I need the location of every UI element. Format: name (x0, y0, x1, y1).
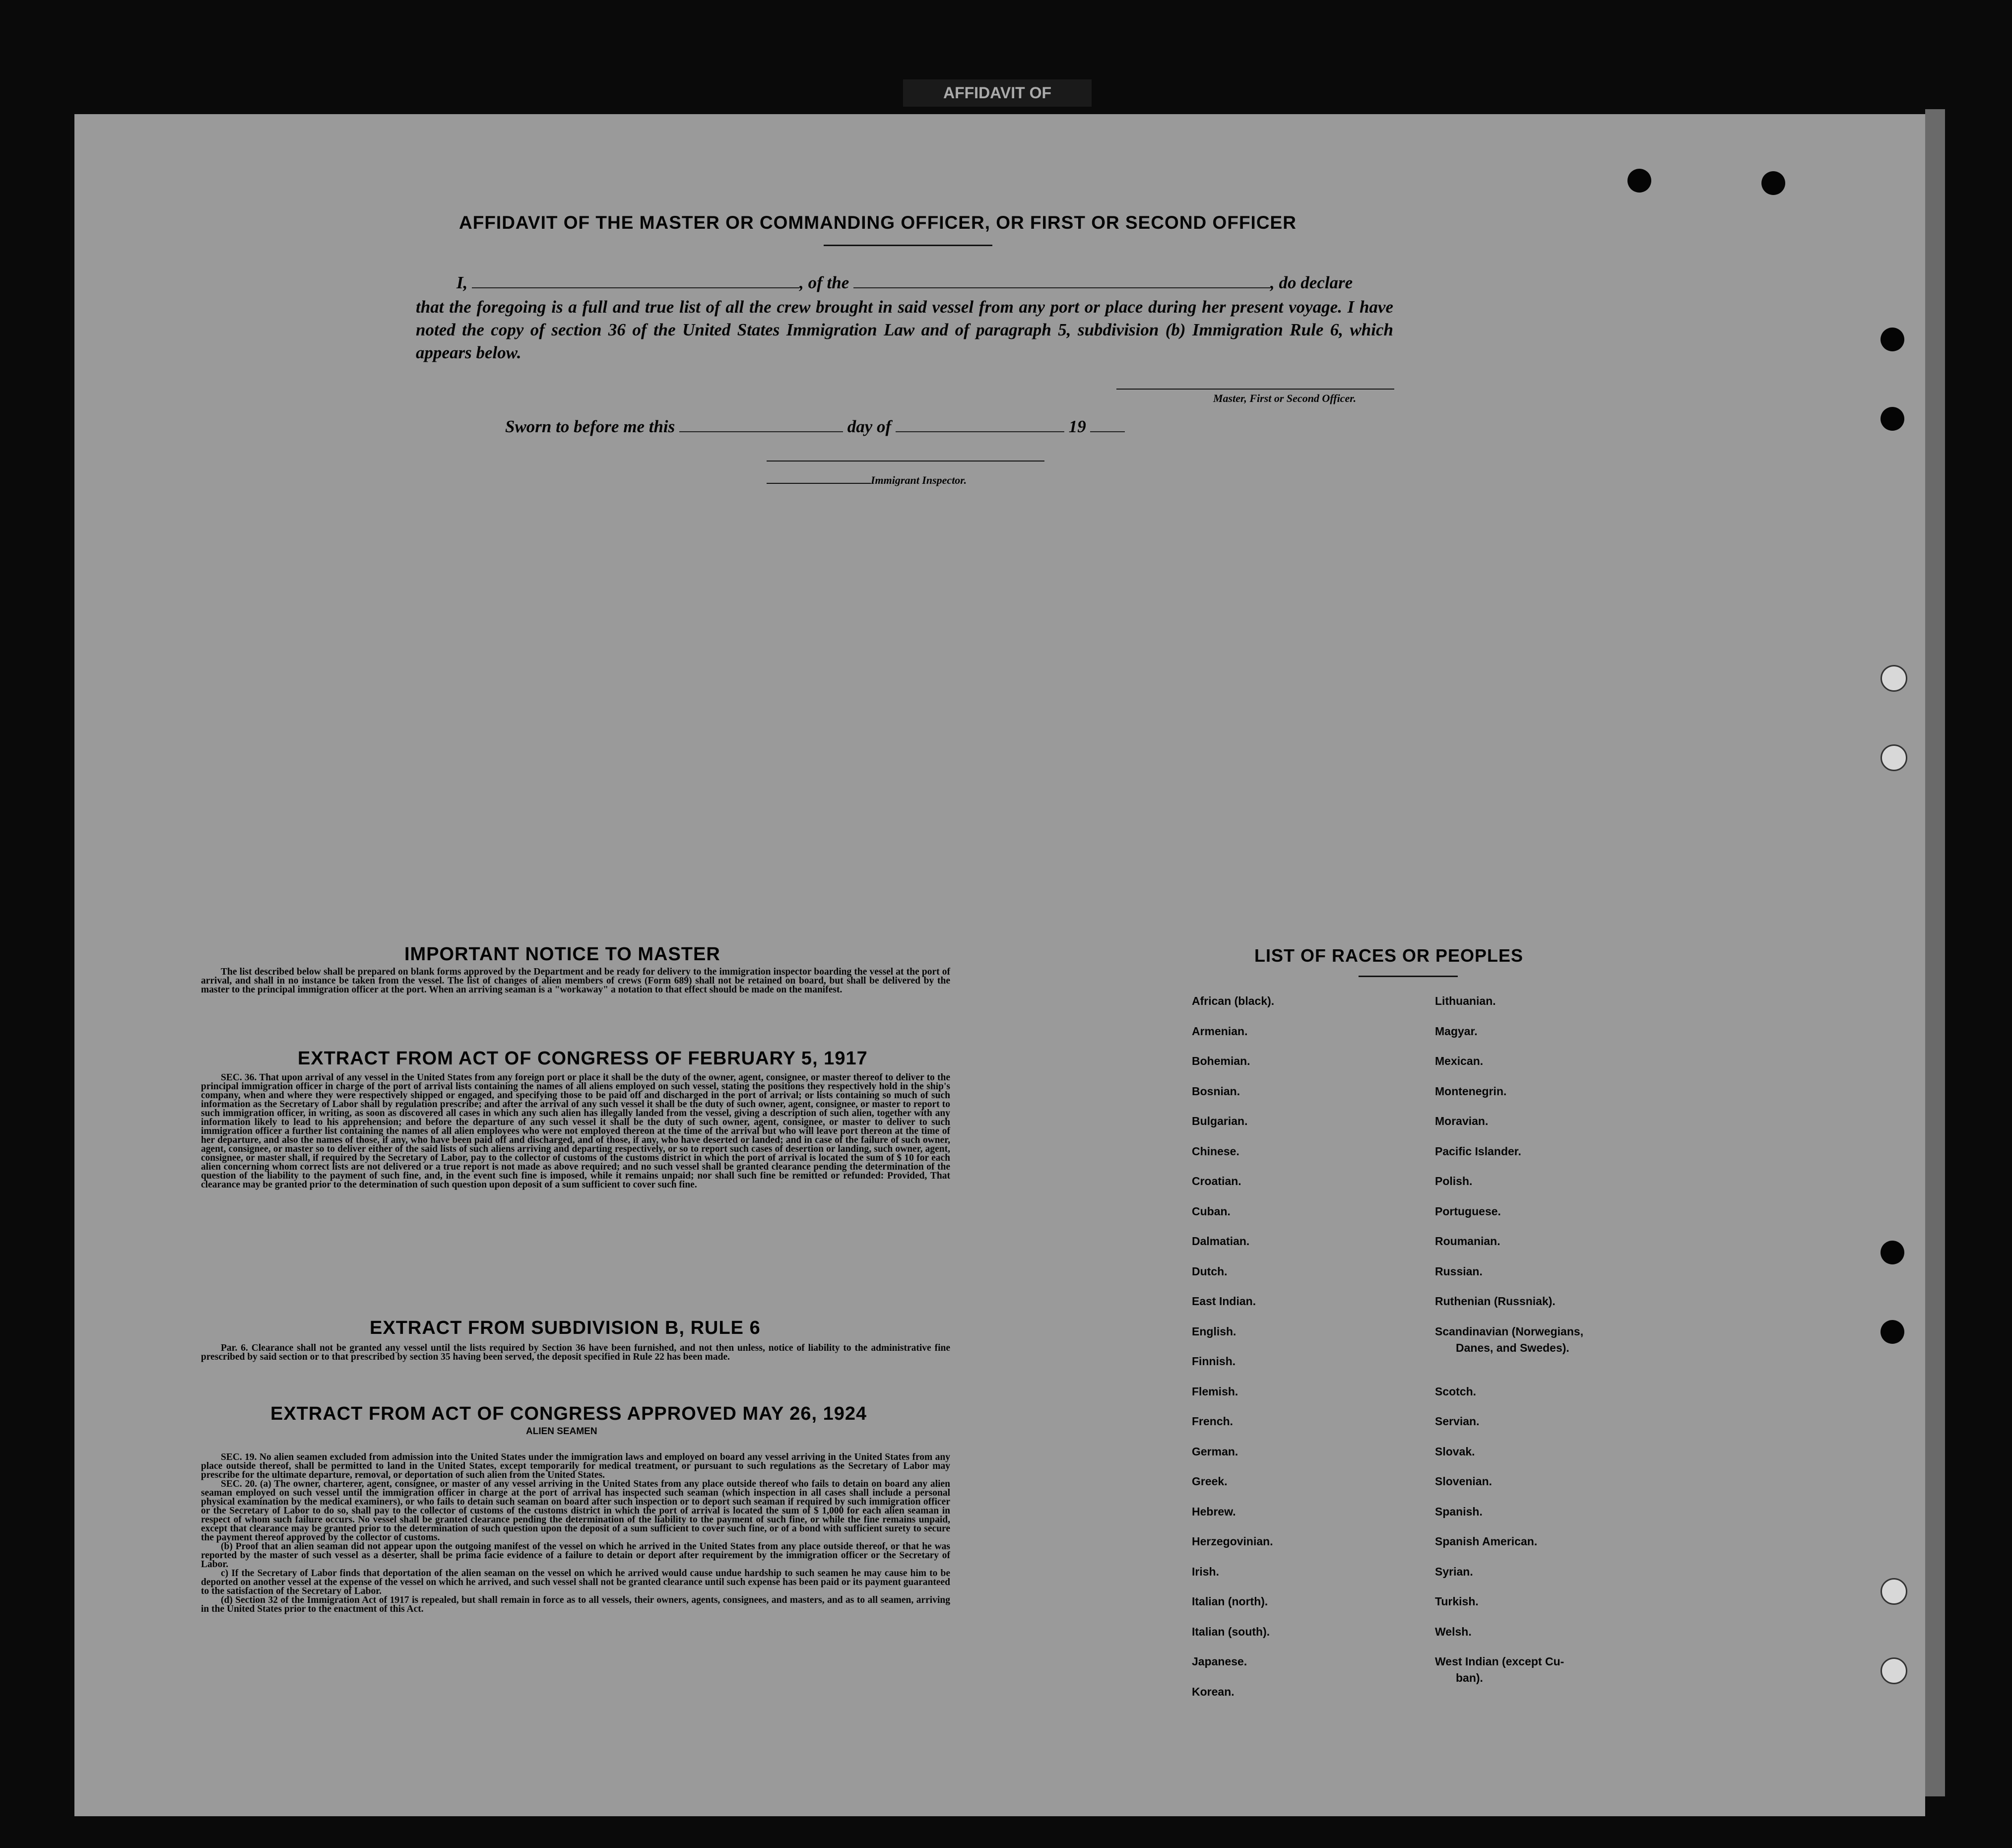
race-item: Chinese. (1192, 1144, 1239, 1158)
master-signature-caption: Master, First or Second Officer. (1213, 392, 1357, 404)
top-tab-label: AFFIDAVIT OF (903, 79, 1092, 107)
races-title: LIST OF RACES OR PEOPLES (1254, 945, 1524, 966)
notice-text (201, 968, 950, 994)
race-item: African (black). (1192, 994, 1275, 1007)
of-the-label: , of the (799, 273, 849, 292)
race-item: Servian. (1435, 1415, 1480, 1428)
race-item: Cuban. (1192, 1204, 1231, 1218)
race-item: Mexican. (1435, 1055, 1484, 1067)
race-item: Welsh. (1435, 1625, 1472, 1638)
year-prefix: 19 (1068, 417, 1086, 436)
sworn-line (505, 417, 1125, 437)
race-item: Russian. (1435, 1264, 1483, 1278)
rule6-text (201, 1344, 950, 1362)
punch-hole-icon (1881, 407, 1904, 431)
race-item: Spanish. (1435, 1505, 1483, 1518)
punch-hole-icon (1881, 1320, 1904, 1344)
race-item: West Indian (except Cu- (1435, 1655, 1564, 1668)
sworn-month-blank[interactable] (896, 431, 1064, 432)
declarant-prefix: I, (456, 273, 468, 292)
race-item: Syrian. (1435, 1565, 1473, 1578)
race-item: Bulgarian. (1192, 1115, 1248, 1127)
punch-hole-icon (1881, 744, 1907, 771)
sec-19-paragraph: SEC. 19. No alien seamen excluded from admission into the United States under the immigration laws and employed on board any vessel arriving in the United States from any place outside thereof, shall be permitted to land in the United States, except temporarily for medical treatment, or pursuant to such regulations as the Secretary of Labor may prescribe for the ultimate departure, removal, or deportation of such alien from the United States. (201, 1452, 950, 1480)
sec-20b-paragraph: (b) Proof that an alien seaman did not appear upon the outgoing manifest of the vessel on which he arrived in the United States from any place outside thereof, or that he was reported by the master of such vessel as a deserter, shall be prima facie evidence of a failure to detain or deport after requirement by the immigration officer or the Secretary of Labor. (201, 1541, 950, 1570)
race-item: ban). (1456, 1671, 1483, 1685)
race-item: Herzegovinian. (1192, 1535, 1273, 1548)
race-item: Slovenian. (1435, 1475, 1493, 1488)
alien-seamen-subtitle: ALIEN SEAMEN (526, 1426, 597, 1437)
rule6-title: EXTRACT FROM SUBDIVISION B, RULE 6 (370, 1318, 761, 1338)
race-item: Dutch. (1192, 1264, 1228, 1278)
punch-hole-icon (1881, 1657, 1907, 1684)
races-title-rule (1359, 976, 1458, 977)
race-item: Roumanian. (1435, 1235, 1500, 1248)
race-item: Flemish. (1192, 1385, 1238, 1398)
do-declare-label: , do declare (1270, 273, 1353, 292)
race-item: Irish. (1192, 1565, 1219, 1578)
extract-1917-title: EXTRACT FROM ACT OF CONGRESS OF FEBRUARY 5, 1917 (298, 1048, 868, 1069)
race-item: Japanese. (1192, 1655, 1247, 1668)
sec-20a-paragraph: SEC. 20. (a) The owner, charterer, agent, consignee, or master of any vessel arriving in the United States from any place outside thereof who fails to detain on board any alien seaman employed on such vessel until the immigration officer in charge at the port of arrival has inspected such seaman (which inspection in all cases shall include a personal physical examination by the medical examiners), or who fails to detain such seaman on board after such inspection or to deport such seaman if required by such immigration officer or the Secretary of Labor to do so, shall pay to the collector of customs of the customs district in which the port of arrival is located the sum of $ 1,000 for each alien seaman in respect of whom such failure occurs. No vessel shall be granted clearance pending the determination of the liability to the payment of such fine, or while the fine remains unpaid, except that clearance may be granted prior to the determination of such question upon the deposit of a sum sufficient to cover such fine, or of a bond with sufficient surety to secure the payment thereof approved by the collector of customs. (201, 1479, 950, 1543)
race-item: Finnish. (1192, 1355, 1236, 1368)
race-item: Polish. (1435, 1175, 1473, 1188)
race-item: Turkish. (1435, 1595, 1479, 1608)
page-edge (1925, 109, 1945, 1796)
race-item: Spanish American. (1435, 1535, 1538, 1548)
race-item: East Indian. (1192, 1295, 1256, 1308)
race-item: Hebrew. (1192, 1505, 1236, 1518)
race-item: Ruthenian (Russniak). (1435, 1295, 1556, 1308)
affidavit-body: that the foregoing is a full and true list of all the crew brought in said vessel from any port or place during her present voyage. I have noted the copy of section 36 of the United States Immigration Law and of paragraph 5, subdivision (b) Immigration Rule 6, which appears below. (416, 297, 1393, 362)
race-item: Armenian. (1192, 1024, 1248, 1038)
race-item: German. (1192, 1445, 1238, 1458)
race-item: Italian (north). (1192, 1595, 1268, 1608)
inspector-signature-line[interactable] (767, 461, 1044, 462)
race-item: Bosnian. (1192, 1084, 1240, 1098)
sworn-year-blank[interactable] (1090, 431, 1125, 432)
inspector-signature-caption: Immigrant Inspector. (871, 474, 967, 486)
extract-1924-title: EXTRACT FROM ACT OF CONGRESS APPROVED MAY 26, 1924 (270, 1403, 867, 1424)
affidavit-title: AFFIDAVIT OF THE MASTER OR COMMANDING OFFICER, OR FIRST OR SECOND OFFICER (459, 212, 1297, 233)
section-36-paragraph: SEC. 36. That upon arrival of any vessel in the United States from any foreign port or place it shall be the duty of the owner, agent, consignee, or master thereof to deliver to the principal immigration officer in charge of the port of arrival lists containing the names of all aliens employed on such vessel, stating the positions they respectively hold in the ship's company, when and where they were respectively shipped or engaged, and specifying those to be paid off and discharged in the port of arrival; or lists containing so much of such information as the Secretary of Labor shall by regulation prescribe; and after the arrival of any such vessel it shall be the duty of such owner, agent, consignee, or master to report to such immigration officer, in writing, as soon as discovered all cases in which any such alien has illegally landed from the vessel, giving a description of such alien, together with any information likely to lead to his apprehension; and before the departure of any such vessel it shall be the duty of such owner, agent, consignee, or master to deliver to such immigration officer a further list containing the names of all alien employees who were not employed thereon at the time of the arrival but who will leave port thereon at the time of her departure, and also the names of those, if any, who have been paid off and discharged, and of those, if any, who have deserted or landed; and in case of the failure of such owner, agent, consignee, or master so to deliver either of the said lists of such aliens arriving and departing respectively, or so to report such cases of desertion or landing, such owner, agent, consignee, or master shall, if required by the Secretary of Labor, pay to the collector of customs of the customs district in which the port of arrival is located the sum of $ 10 for each alien concerning whom correct lists are not delivered or a true report is not made as above required; and no such vessel shall be granted clearance pending the determination of the question of the liability to the payment of such fine, and, in the event such fine is imposed, while it remains unpaid; nor shall such fine be remitted or refunded: Provided, That clearance may be granted prior to the determination of such question upon deposit of a sum sufficient to cover such fine. (201, 1072, 950, 1190)
race-item: Pacific Islander. (1435, 1144, 1521, 1158)
race-item: Italian (south). (1192, 1625, 1270, 1638)
inspector-short-line (767, 483, 871, 484)
race-item: Scandinavian (Norwegians, (1435, 1324, 1584, 1338)
day-of-label: day of (847, 417, 892, 436)
race-item: Croatian. (1192, 1175, 1241, 1188)
race-item: Bohemian. (1192, 1055, 1250, 1067)
declaration-line (456, 273, 1394, 293)
title-rule (824, 245, 992, 246)
extract-1917-text (201, 1073, 950, 1189)
race-item: French. (1192, 1415, 1233, 1428)
par-6-paragraph: Par. 6. Clearance shall not be granted any vessel until the lists required by Section 36 have been furnished, and not then unless, notice of liability to the administrative fine prescribed by said section or to that prescribed by section 35 having been served, the deposit specified in Rule 22 has been made. (201, 1343, 950, 1362)
race-item: Portuguese. (1435, 1204, 1501, 1218)
master-signature-line[interactable] (1116, 389, 1394, 390)
punch-hole-icon (1881, 1578, 1907, 1605)
race-item: Korean. (1192, 1685, 1234, 1698)
declarant-name-blank[interactable] (472, 287, 799, 288)
race-item: English. (1192, 1324, 1236, 1338)
sec-20c-paragraph: c) If the Secretary of Labor finds that deportation of the alien seaman on the vessel on which he arrived would cause undue hardship to such seamen he may cause him to be deported on another vessel at the expense of the vessel on which he arrived, and such vessel shall not be granted clearance until such expense has been paid or its payment guaranteed to the satisfaction of the Secretary of Labor. (201, 1568, 950, 1596)
extract-1924-text (201, 1453, 950, 1614)
race-item: Montenegrin. (1435, 1084, 1507, 1098)
race-item: Lithuanian. (1435, 994, 1496, 1007)
race-item: Slovak. (1435, 1445, 1475, 1458)
punch-hole-icon (1881, 665, 1907, 692)
race-item: Greek. (1192, 1475, 1228, 1488)
sworn-day-blank[interactable] (679, 431, 843, 432)
punch-hole-icon (1761, 171, 1785, 195)
punch-hole-icon (1881, 1241, 1904, 1264)
notice-paragraph: The list described below shall be prepared on blank forms approved by the Department and be ready for delivery to the immigration inspector boarding the vessel at the port of arrival, and shall in no instance be taken from the vessel. The list of changes of alien members of crews (Form 689) shall not be retained on board, but shall be delivered by the master to the principal immigration officer at the port. When an arriving seaman is a "workaway" a notation to that effect should be made on the manifest. (201, 967, 950, 995)
race-item: Moravian. (1435, 1115, 1489, 1127)
race-item: Danes, and Swedes). (1456, 1341, 1569, 1354)
sec-20d-paragraph: (d) Section 32 of the Immigration Act of 1917 is repealed, but shall remain in force as to all vessels, their owners, agents, consignees, and masters, and as to all seamen, arriving in the United States prior to the enactment of this Act. (201, 1595, 950, 1614)
notice-title: IMPORTANT NOTICE TO MASTER (404, 944, 720, 965)
vessel-name-blank[interactable] (853, 287, 1270, 288)
race-item: Magyar. (1435, 1024, 1478, 1038)
sworn-label: Sworn to before me this (505, 417, 675, 436)
race-item: Scotch. (1435, 1385, 1477, 1398)
race-item: Dalmatian. (1192, 1235, 1250, 1248)
punch-hole-icon (1881, 328, 1904, 351)
punch-hole-icon (1627, 169, 1651, 193)
